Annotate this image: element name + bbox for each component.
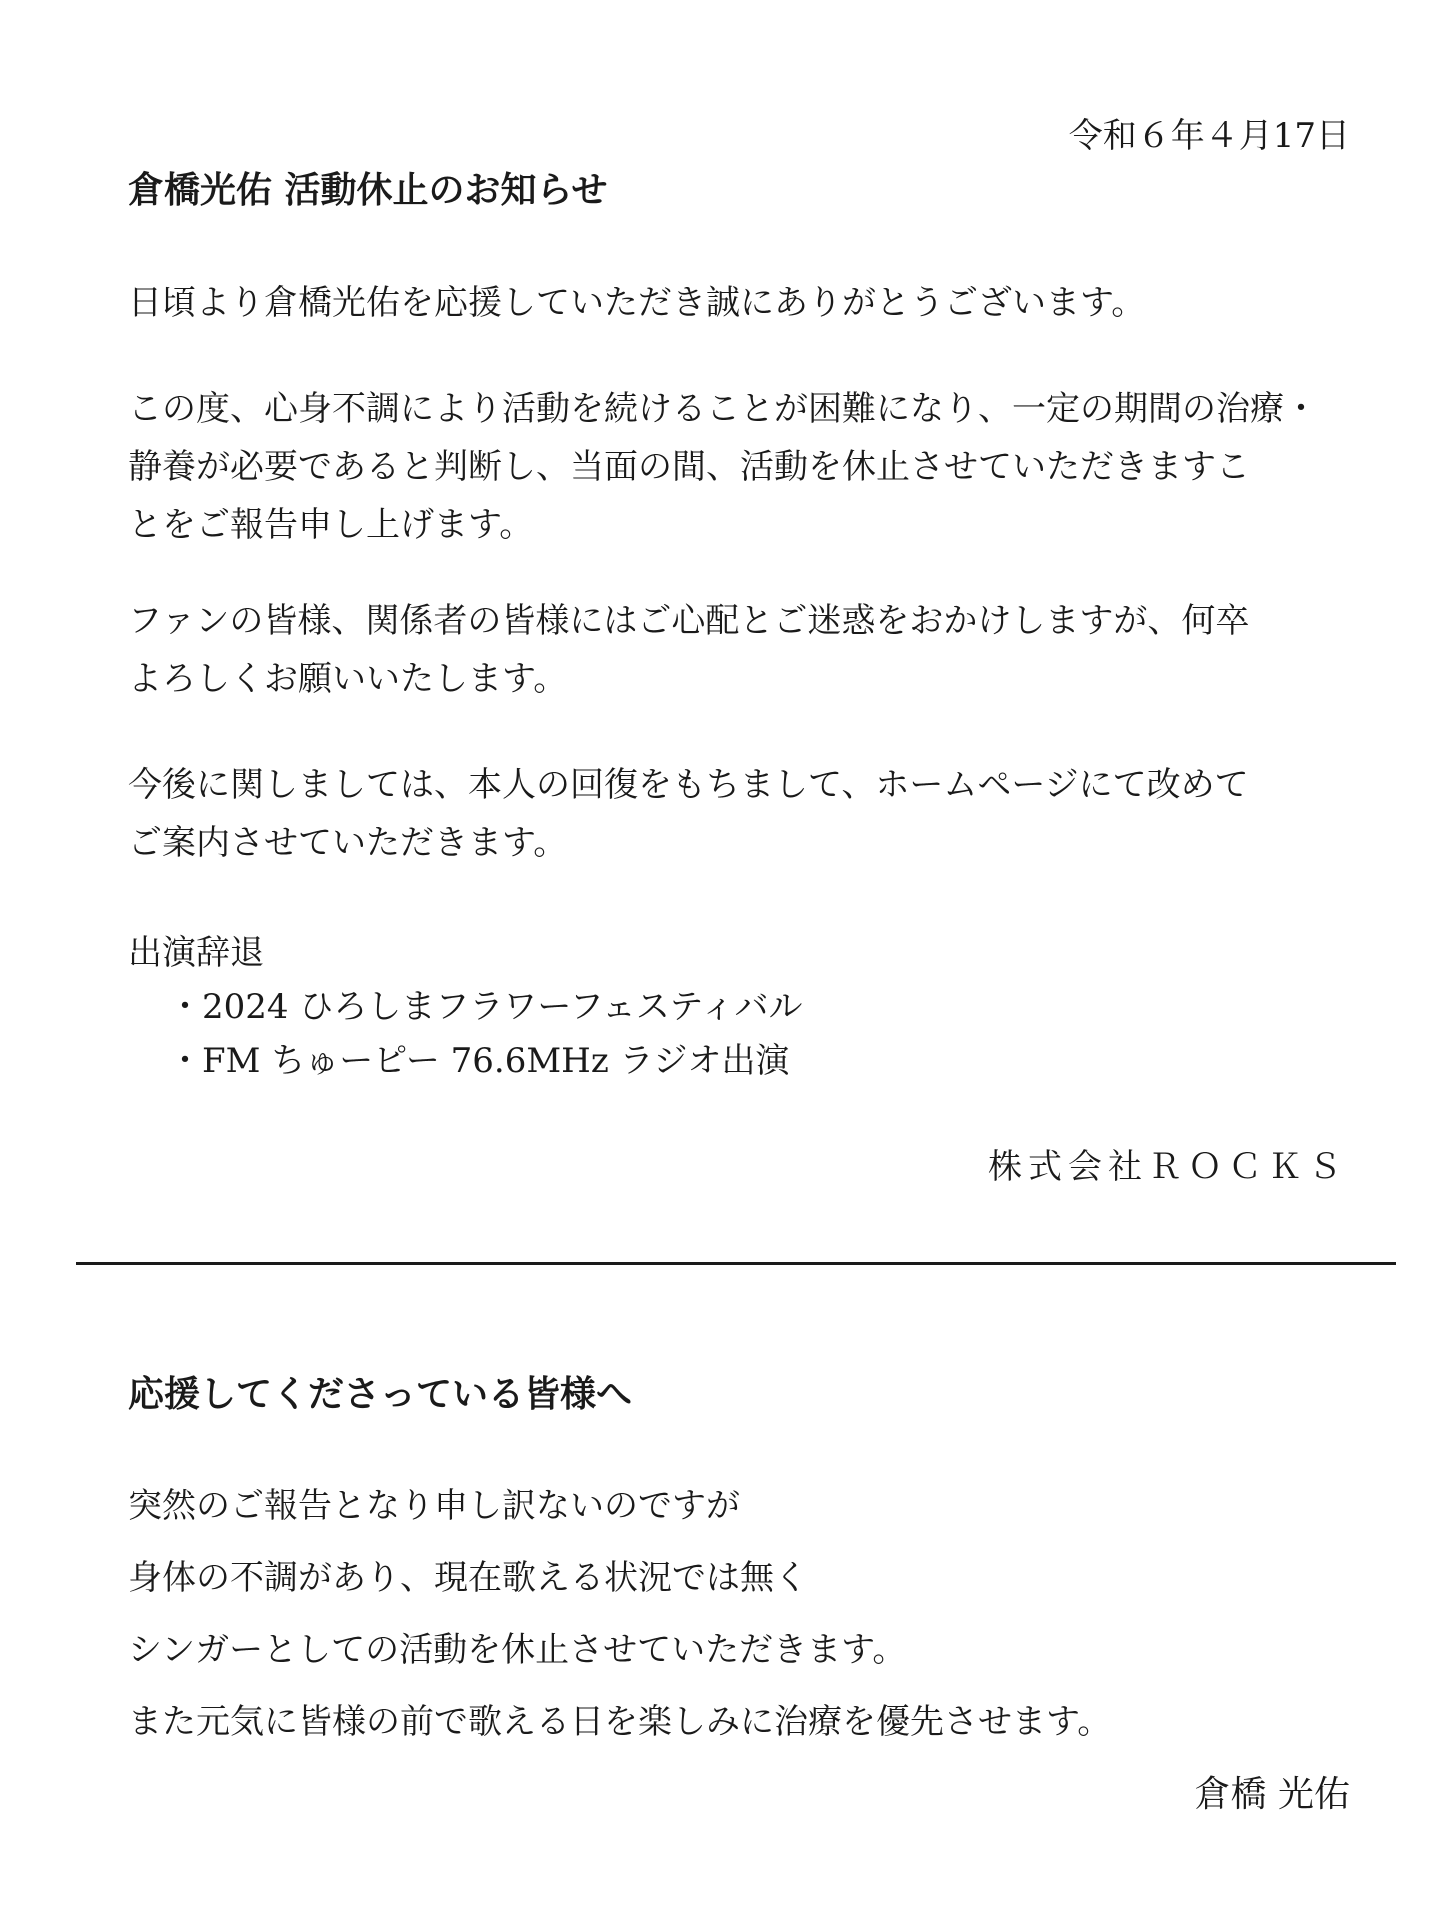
paragraph-future xyxy=(128,756,1348,872)
withdrawal-list xyxy=(168,980,803,1088)
paragraph-line: とをご報告申し上げます。 xyxy=(128,505,534,545)
paragraph-line: 日頃より倉橋光佑を応援していただき誠にありがとうございます。 xyxy=(128,283,1146,323)
paragraph-line: ファンの皆様、関係者の皆様にはご心配とご迷惑をおかけしますが、何卒 xyxy=(128,601,1250,641)
message-line: シンガーとしての活動を休止させていただきます。 xyxy=(128,1630,907,1670)
signature: 倉橋 光佑 xyxy=(1194,1774,1350,1815)
message-title: 応援してくださっている皆様へ xyxy=(128,1374,633,1415)
paragraph-apology xyxy=(128,592,1348,708)
withdrawal-item: ・FM ちゅーピー 76.6MHz ラジオ出演 xyxy=(168,1041,790,1081)
withdrawal-item: ・2024 ひろしまフラワーフェスティバル xyxy=(168,987,803,1027)
paragraph-line: この度、心身不調により活動を続けることが困難になり、一定の期間の治療・ xyxy=(128,389,1318,429)
paragraph-line: 今後に関しましては、本人の回復をもちまして、ホームページにて改めて xyxy=(128,765,1249,805)
message-line: また元気に皆様の前で歌える日を楽しみに治療を優先させます。 xyxy=(128,1702,1112,1742)
notice-date: 令和６年４月17日 xyxy=(1068,116,1350,156)
paragraph-line: 静養が必要であると判断し、当面の間、活動を休止させていただきますこ xyxy=(128,447,1250,487)
personal-message xyxy=(128,1470,1111,1758)
company-name: 株式会社ＲＯＣＫＳ xyxy=(988,1147,1348,1187)
notice-title: 倉橋光佑 活動休止のお知らせ xyxy=(128,170,608,211)
section-divider xyxy=(76,1262,1396,1265)
message-line: 突然のご報告となり申し訳ないのですが xyxy=(128,1486,740,1526)
message-line: 身体の不調があり、現在歌える状況では無く xyxy=(128,1558,808,1598)
withdrawal-heading: 出演辞退 xyxy=(128,933,264,973)
paragraph-line: よろしくお願いいたします。 xyxy=(128,659,568,699)
paragraph-greeting xyxy=(128,274,1348,332)
paragraph-line: ご案内させていただきます。 xyxy=(128,823,568,863)
paragraph-announcement xyxy=(128,380,1348,554)
